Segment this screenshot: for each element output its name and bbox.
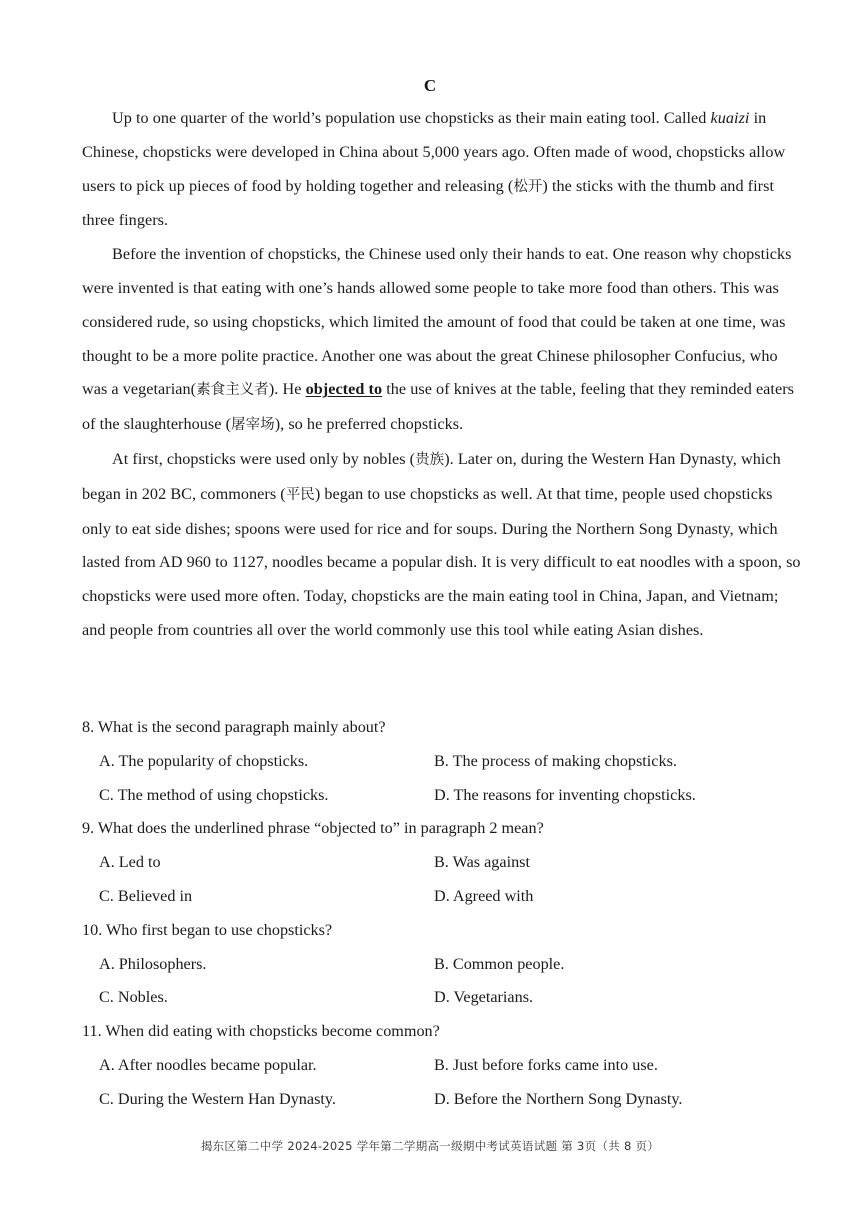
option-grid (82, 1049, 802, 1117)
paragraph-3-text: At first, chopsticks were used only by nobles ( (112, 449, 416, 468)
chinese-gloss: 屠宰场 (231, 417, 275, 434)
question-9 (82, 812, 802, 913)
paragraph-3-text: ). Later on, during the Western Han Dynasty, which began in 202 BC, commoners ( (82, 449, 781, 503)
section-label: C (423, 76, 437, 95)
question-list (82, 711, 802, 1117)
option-a[interactable]: A. The popularity of chopsticks. (99, 751, 309, 770)
page-footer: 揭东区第二中学 2024-2025 学年第二学期高一级期中考试英语试题 第 3页（共 8 页） (200, 1139, 660, 1153)
paragraph-1-text: ) the sticks with the thumb and first three fingers. (82, 176, 775, 230)
paragraph-1-text: Up to one quarter of the world’s population use chopsticks as their main eating tool. Called (112, 109, 711, 127)
question-10 (82, 914, 802, 1015)
option-c[interactable]: C. Believed in (99, 886, 193, 905)
chinese-gloss: 松开 (513, 178, 543, 195)
question-stem: 8. What is the second paragraph mainly about? (82, 718, 386, 736)
chinese-gloss: 贵族 (415, 451, 445, 468)
option-a[interactable]: A. Led to (99, 853, 161, 872)
option-b[interactable]: B. Common people. (434, 954, 565, 973)
paragraph-3-text: ) began to use chopsticks as well. At that time, people used chopsticks only to eat side dishes; spoons were used for rice and for soups. During the Northern Song Dynasty, which lasted from AD 960 to 1127, noodles became a popular dish. It is very difficult to eat noodles with a spoon, so chopsticks were used more often. Today, chopsticks are the main eating tool in China, Japan, and Vietnam; and people from countries all over the world commonly use this tool while eating Asian dishes. (82, 484, 801, 639)
option-c[interactable]: C. Nobles. (99, 988, 168, 1007)
option-d[interactable]: D. The reasons for inventing chopsticks. (434, 785, 696, 804)
question-stem: 11. When did eating with chopsticks become common? (82, 1022, 440, 1041)
paragraph-3 (82, 443, 802, 648)
question-11 (82, 1015, 802, 1116)
question-stem: 10. Who first began to use chopsticks? (82, 920, 333, 939)
chinese-gloss: 平民 (285, 486, 315, 503)
option-grid (82, 846, 802, 914)
paragraph-2-text: Before the invention of chopsticks, the Chinese used only their hands to eat. One reason why chopsticks were invented is that eating with one’s hands allowed some people to take more food than others. This was considered rude, so using chopsticks, which limited the amount of food that could be taken at one time, was thought to be a more polite practice. Another one was about the great Chinese philosopher Confucius, who was a vegetarian( (82, 245, 792, 399)
paragraph-1 (82, 102, 802, 238)
option-b[interactable]: B. Was against (434, 853, 530, 872)
option-b[interactable]: B. Just before forks came into use. (434, 1055, 658, 1074)
option-a[interactable]: A. After noodles became popular. (99, 1055, 317, 1074)
option-d[interactable]: D. Vegetarians. (434, 988, 534, 1007)
option-c[interactable]: C. During the Western Han Dynasty. (99, 1089, 336, 1108)
italic-term: kuaizi (710, 109, 750, 127)
underlined-phrase: objected to (305, 380, 383, 399)
chinese-gloss: 素食主义者 (196, 382, 269, 399)
paragraph-2-text: ). He (268, 380, 306, 399)
question-8 (82, 711, 802, 812)
paragraph-1-text: in Chinese, chopsticks were developed in China about 5,000 years ago. Often made of wood, chopsticks allow users to pick up pieces of food by holding together and releasing ( (82, 109, 786, 195)
question-stem: 9. What does the underlined phrase “objected to” in paragraph 2 mean? (82, 819, 544, 838)
reading-passage (82, 102, 802, 648)
option-d[interactable]: D. Before the Northern Song Dynasty. (434, 1089, 683, 1108)
option-b[interactable]: B. The process of making chopsticks. (434, 751, 677, 770)
option-grid (82, 948, 802, 1016)
option-c[interactable]: C. The method of using chopsticks. (99, 785, 329, 804)
option-grid (82, 745, 802, 813)
option-d[interactable]: D. Agreed with (434, 886, 534, 905)
paragraph-2-text: ), so he preferred chopsticks. (274, 415, 464, 434)
paragraph-2-text: the use of knives at the table, feeling that they reminded eaters of the slaughterhouse ( (82, 380, 794, 434)
paragraph-2 (82, 238, 802, 443)
option-a[interactable]: A. Philosophers. (99, 954, 207, 973)
